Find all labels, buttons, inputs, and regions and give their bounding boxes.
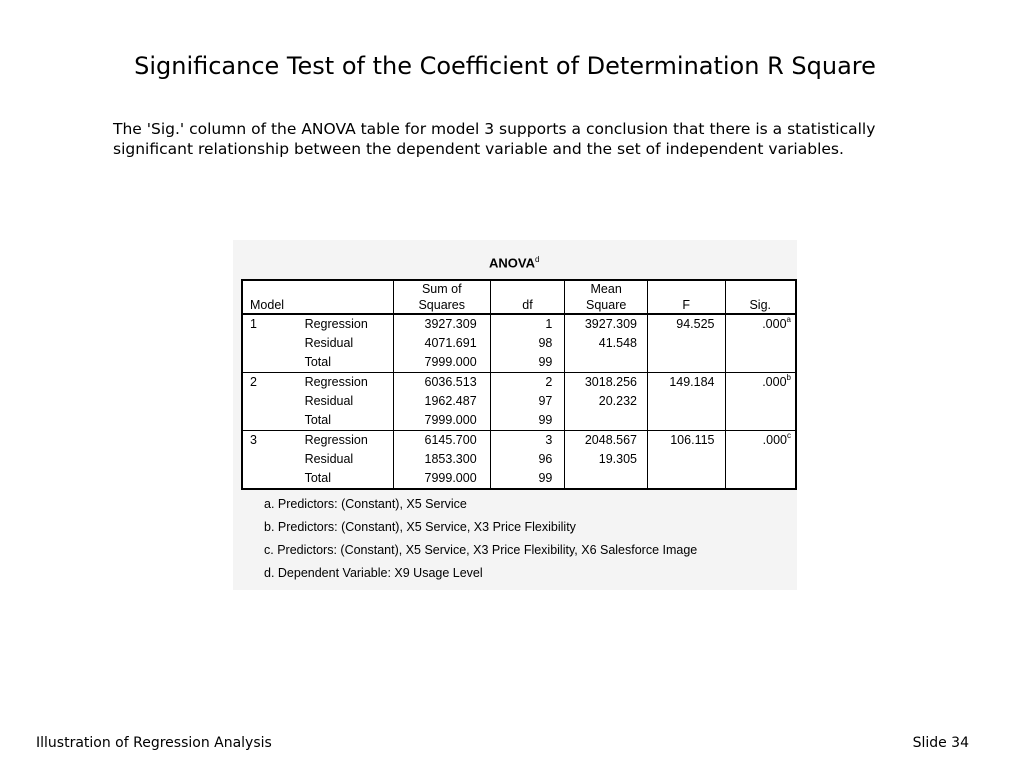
footnote-c: c. Predictors: (Constant), X5 Service, X3 Price Flexibility, X6 Salesforce Image — [264, 543, 698, 557]
anova-title — [489, 255, 539, 270]
model-id: 2 — [250, 375, 257, 389]
table-row — [242, 411, 796, 431]
f-cell: 106.115 — [647, 431, 725, 451]
header-sig: Sig. — [725, 297, 796, 314]
ss-cell: 3927.309 — [393, 314, 490, 334]
df-cell: 1 — [490, 314, 565, 334]
header-ss-line2: Squares — [393, 297, 490, 314]
table-row — [242, 392, 796, 411]
df-cell: 99 — [490, 411, 565, 431]
source-cell: Total — [304, 471, 331, 485]
anova-title-text: ANOVA — [489, 255, 535, 271]
footnote-b: b. Predictors: (Constant), X5 Service, X3 Price Flexibility — [264, 520, 576, 534]
df-cell: 99 — [490, 469, 565, 489]
header-model-blank — [242, 280, 305, 297]
f-cell: 149.184 — [647, 373, 725, 393]
slide-number: Slide 34 — [912, 735, 969, 751]
anova-table — [241, 279, 797, 490]
header-model: Model — [242, 297, 305, 314]
table-row — [242, 469, 796, 489]
ms-cell: 2048.567 — [565, 431, 648, 451]
ms-cell: 20.232 — [565, 392, 648, 411]
header-df: df — [490, 297, 565, 314]
model-id: 3 — [250, 433, 257, 447]
source-cell: Residual — [304, 452, 354, 466]
source-cell: Residual — [304, 336, 354, 350]
ss-cell: 6145.700 — [393, 431, 490, 451]
df-cell: 98 — [490, 334, 565, 353]
sig-value: .000 — [762, 317, 787, 331]
header-ms-line1: Mean — [565, 280, 648, 297]
df-cell: 3 — [490, 431, 565, 451]
header-ms-line2: Square — [565, 297, 648, 314]
df-cell: 99 — [490, 353, 565, 373]
sig-value: .000 — [762, 375, 787, 389]
sig-value: .000 — [762, 433, 787, 447]
df-cell: 97 — [490, 392, 565, 411]
intro-paragraph: The 'Sig.' column of the ANOVA table for model 3 supports a conclusion that there is a statistically significant relationship between the dependent variable and the set of independent variables. — [113, 120, 876, 158]
sig-cell — [725, 314, 796, 334]
table-row — [242, 353, 796, 373]
df-cell: 2 — [490, 373, 565, 393]
ms-cell: 19.305 — [565, 450, 648, 469]
ss-cell: 6036.513 — [393, 373, 490, 393]
ms-cell: 3018.256 — [565, 373, 648, 393]
table-row — [242, 314, 796, 334]
ss-cell: 7999.000 — [393, 353, 490, 373]
table-row — [242, 334, 796, 353]
df-cell: 96 — [490, 450, 565, 469]
ms-cell: 3927.309 — [565, 314, 648, 334]
sig-footnote-marker: a — [786, 315, 791, 324]
source-cell: Residual — [304, 394, 354, 408]
header-f: F — [647, 297, 725, 314]
source-cell: Total — [305, 411, 394, 431]
footnote-d: d. Dependent Variable: X9 Usage Level — [264, 566, 483, 580]
f-cell: 94.525 — [647, 314, 725, 334]
sig-footnote-marker: c — [787, 431, 791, 440]
table-row — [242, 373, 796, 393]
slide-title: Significance Test of the Coefficient of Determination R Square — [134, 52, 876, 80]
ss-cell: 1853.300 — [393, 450, 490, 469]
ss-cell: 4071.691 — [393, 334, 490, 353]
anova-output — [233, 240, 797, 590]
sig-footnote-marker: b — [786, 373, 791, 382]
source-cell: Total — [305, 353, 394, 373]
ss-cell: 1962.487 — [393, 392, 490, 411]
ms-cell: 41.548 — [565, 334, 648, 353]
source-cell: Regression — [304, 433, 368, 447]
source-cell: Regression — [304, 375, 368, 389]
ss-cell: 7999.000 — [393, 469, 490, 489]
table-row — [242, 431, 796, 451]
sig-cell — [725, 431, 796, 451]
model-id: 1 — [250, 317, 257, 331]
sig-cell — [725, 373, 796, 393]
header-ss-line1: Sum of — [393, 280, 490, 297]
source-cell: Regression — [304, 317, 368, 331]
footer-presentation-title: Illustration of Regression Analysis — [36, 735, 272, 751]
table-row — [242, 450, 796, 469]
footnote-a: a. Predictors: (Constant), X5 Service — [264, 497, 467, 511]
ss-cell: 7999.000 — [393, 411, 490, 431]
anova-title-sup: d — [534, 255, 540, 264]
